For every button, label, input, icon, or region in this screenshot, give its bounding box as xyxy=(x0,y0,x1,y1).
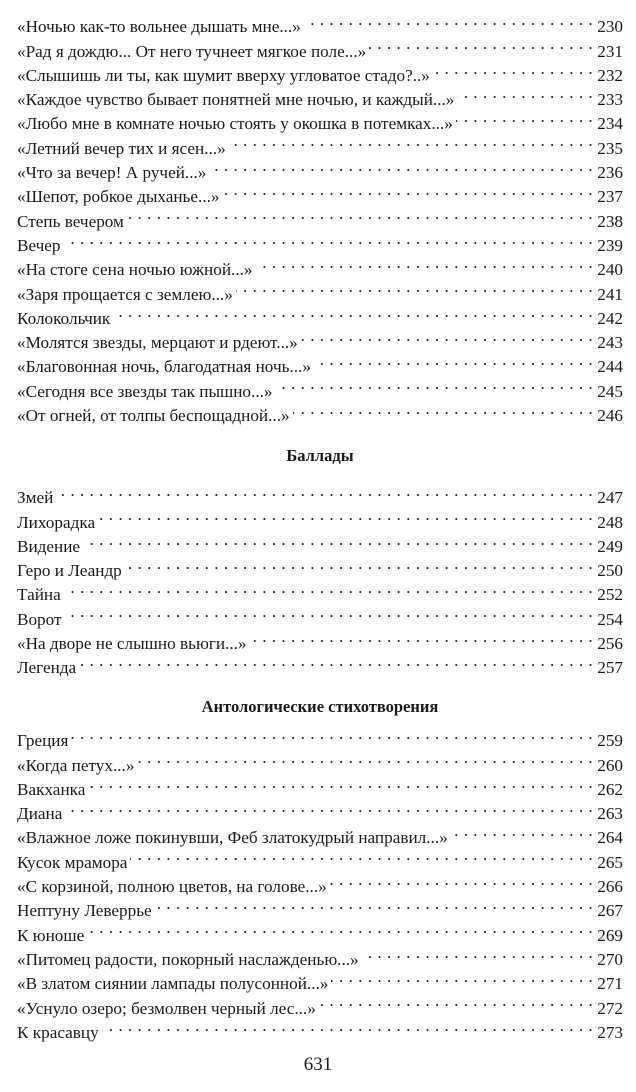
toc-entry-title: «С корзиной, полною цветов, на голове...» xyxy=(17,877,327,897)
dot-leader xyxy=(71,722,593,746)
toc-entry-page: 260 xyxy=(597,755,623,775)
toc-entry-page: 256 xyxy=(597,634,623,654)
dot-leader xyxy=(102,1014,594,1038)
toc-entry-title: «Любо мне в комнате ночью стоять у окошка в потемках...» xyxy=(17,114,453,134)
toc-entry-page: 241 xyxy=(597,284,623,304)
toc-entry-title: «Влажное ложе покинувши, Феб златокудрый направил...» xyxy=(17,828,448,848)
section-heading-anthological-poems: Антологические стихотворения xyxy=(201,697,439,716)
toc-entry xyxy=(17,649,623,678)
toc-entry-title: Кусок мрамора xyxy=(17,852,128,872)
toc-entry-page: 267 xyxy=(597,901,623,921)
toc-entry-page: 244 xyxy=(597,357,623,377)
dot-leader xyxy=(65,795,593,819)
toc-entry-page: 246 xyxy=(597,406,623,426)
toc-entry-page: 272 xyxy=(597,998,623,1018)
dot-leader xyxy=(319,989,593,1013)
toc-entry-page: 247 xyxy=(597,488,623,508)
toc-entry-title: «Когда петух...» xyxy=(17,755,135,775)
dot-leader xyxy=(137,746,593,770)
dot-leader xyxy=(256,251,594,275)
toc-entry xyxy=(17,552,623,581)
toc-list-anthological-poems xyxy=(17,722,623,1042)
toc-entry-page: 257 xyxy=(597,658,623,678)
toc-entry xyxy=(17,8,623,37)
toc-entry-title: Геро и Леандр xyxy=(17,561,122,581)
toc-entry-title: «Шепот, робкое дыханье...» xyxy=(17,187,220,207)
dot-leader xyxy=(276,372,594,396)
toc-entry-title: Вечер xyxy=(17,235,61,255)
toc-entry-title: «Рад я дождю... От него тучнеет мягкое поле...» xyxy=(17,41,367,61)
toc-entry-title: К юноше xyxy=(17,925,85,945)
dot-leader xyxy=(433,57,593,81)
dot-leader xyxy=(127,202,593,226)
toc-entry-page: 238 xyxy=(597,211,623,231)
toc-entry-page: 254 xyxy=(597,609,623,629)
toc-entry xyxy=(17,600,623,629)
toc-entry xyxy=(17,722,623,751)
toc-entry-page: 243 xyxy=(597,333,623,353)
toc-entry-page: 237 xyxy=(597,187,623,207)
dot-leader xyxy=(223,178,594,202)
toc-entry-title: Тайна xyxy=(17,585,61,605)
toc-entry xyxy=(17,746,623,775)
dot-leader xyxy=(64,227,594,251)
toc-entry-page: 263 xyxy=(597,804,623,824)
toc-entry-title: Лихорадка xyxy=(17,512,96,532)
dot-leader xyxy=(209,154,593,178)
toc-entry-title: Греция xyxy=(17,731,69,751)
toc-entry xyxy=(17,528,623,556)
dot-leader xyxy=(250,625,594,649)
toc-entry-title: «Заря прощается с землею...» xyxy=(17,284,233,304)
toc-entry-title: «Ночью как-то вольнее дышать мне...» xyxy=(17,17,301,37)
toc-entry xyxy=(17,1014,623,1042)
dot-leader xyxy=(113,300,593,324)
dot-leader xyxy=(88,771,593,795)
toc-entry-title: «Благовонная ночь, благодатная ночь...» xyxy=(17,357,311,377)
toc-entry-page: 266 xyxy=(597,877,623,897)
toc-entry-title: «Сегодня все звезды так пышно...» xyxy=(17,381,273,401)
dot-leader xyxy=(98,503,593,527)
toc-entry-title: «В златом сиянии лампады полусонной...» xyxy=(17,974,329,994)
toc-entry-page: 240 xyxy=(597,260,623,280)
toc-entry-page: 264 xyxy=(597,828,623,848)
toc-entry-page: 245 xyxy=(597,381,623,401)
dot-leader xyxy=(79,649,593,673)
toc-entry-title: «На дворе не слышно вьюги...» xyxy=(17,634,247,654)
toc-entry-page: 265 xyxy=(597,852,623,872)
toc-entry-page: 231 xyxy=(597,41,623,61)
toc-entry-title: Вакханка xyxy=(17,779,86,799)
toc-entry-title: «Летний вечер тих и ясен...» xyxy=(17,138,226,158)
toc-entry-page: 242 xyxy=(597,308,623,328)
toc-entry-page: 270 xyxy=(597,949,623,969)
dot-leader xyxy=(330,868,594,892)
toc-entry-page: 271 xyxy=(597,974,623,994)
toc-entry xyxy=(17,479,623,508)
toc-entry-title: Легенда xyxy=(17,658,77,678)
toc-entry-page: 248 xyxy=(597,512,623,532)
toc-entry-title: Нептуну Леверрье xyxy=(17,901,152,921)
toc-entry xyxy=(17,503,623,532)
section-heading-ballads: Баллады xyxy=(286,446,354,465)
toc-entry xyxy=(17,625,623,654)
toc-entry-page: 269 xyxy=(597,925,623,945)
toc-entry-page: 233 xyxy=(597,90,623,110)
toc-entry-title: Видение xyxy=(17,536,81,556)
toc-entry xyxy=(17,819,623,848)
toc-entry-page: 234 xyxy=(597,114,623,134)
toc-entry-title: «Слышишь ли ты, как шумит вверху угловатое стадо?..» xyxy=(17,65,430,85)
toc-entry-title: «Питомец радости, покорный наслажденью...» xyxy=(17,949,359,969)
toc-entry-title: «Молятся звезды, мерцают и рдеют...» xyxy=(17,333,298,353)
dot-leader xyxy=(362,941,594,965)
toc-entry xyxy=(17,251,623,280)
page-number: 631 xyxy=(303,1054,333,1075)
toc-entry xyxy=(17,771,623,799)
toc-entry xyxy=(17,916,623,945)
toc-entry-page: 252 xyxy=(597,585,623,605)
dot-leader xyxy=(65,600,594,624)
dot-leader xyxy=(304,8,593,32)
toc-entry-title: «Что за вечер! А ручей...» xyxy=(17,163,207,183)
toc-entry xyxy=(17,576,623,605)
toc-entry-title: «От огней, от толпы беспощадной...» xyxy=(17,406,290,426)
toc-entry-title: Диана xyxy=(17,804,63,824)
dot-leader xyxy=(125,552,593,576)
toc-entry-title: Колокольчик xyxy=(17,308,111,328)
dot-leader xyxy=(236,275,593,299)
toc-list-ballads xyxy=(17,479,623,678)
toc-entry-page: 232 xyxy=(597,65,623,85)
toc-entry xyxy=(17,941,623,969)
toc-entry-page: 230 xyxy=(597,17,623,37)
toc-entry-page: 259 xyxy=(597,731,623,751)
toc-entry-page: 239 xyxy=(597,235,623,255)
toc-entry-page: 236 xyxy=(597,163,623,183)
toc-entry-title: «Уснуло озеро; безмолвен черный лес...» xyxy=(17,998,316,1018)
toc-entry-page: 273 xyxy=(597,1022,623,1042)
toc-entry xyxy=(17,795,623,824)
dot-leader xyxy=(64,576,593,600)
toc-entry-page: 249 xyxy=(597,536,623,556)
dot-leader xyxy=(456,105,593,129)
toc-entry-title: «На стоге сена ночью южной...» xyxy=(17,260,253,280)
dot-leader xyxy=(369,32,593,56)
dot-leader xyxy=(457,81,593,105)
dot-leader xyxy=(331,965,593,989)
toc-entry-title: Степь вечером xyxy=(17,211,124,231)
dot-leader xyxy=(87,916,593,940)
toc-entry-title: Змей xyxy=(17,488,54,508)
dot-leader xyxy=(155,892,594,916)
dot-leader xyxy=(83,528,593,552)
toc-entry-page: 250 xyxy=(597,561,623,581)
toc-entry xyxy=(17,227,623,255)
toc-entry-title: Ворот xyxy=(17,609,62,629)
dot-leader xyxy=(301,324,593,348)
dot-leader xyxy=(229,129,594,153)
toc-entry-title: К красавцу xyxy=(17,1022,99,1042)
dot-leader xyxy=(130,843,593,867)
toc-list-untitled xyxy=(17,8,623,426)
toc-entry-page: 235 xyxy=(597,138,623,158)
toc-entry-page: 262 xyxy=(597,779,623,799)
dot-leader xyxy=(293,397,594,421)
dot-leader xyxy=(56,479,593,503)
dot-leader xyxy=(314,348,593,372)
dot-leader xyxy=(451,819,593,843)
toc-entry-title: «Каждое чувство бывает понятней мне ночью, и каждый...» xyxy=(17,90,455,110)
